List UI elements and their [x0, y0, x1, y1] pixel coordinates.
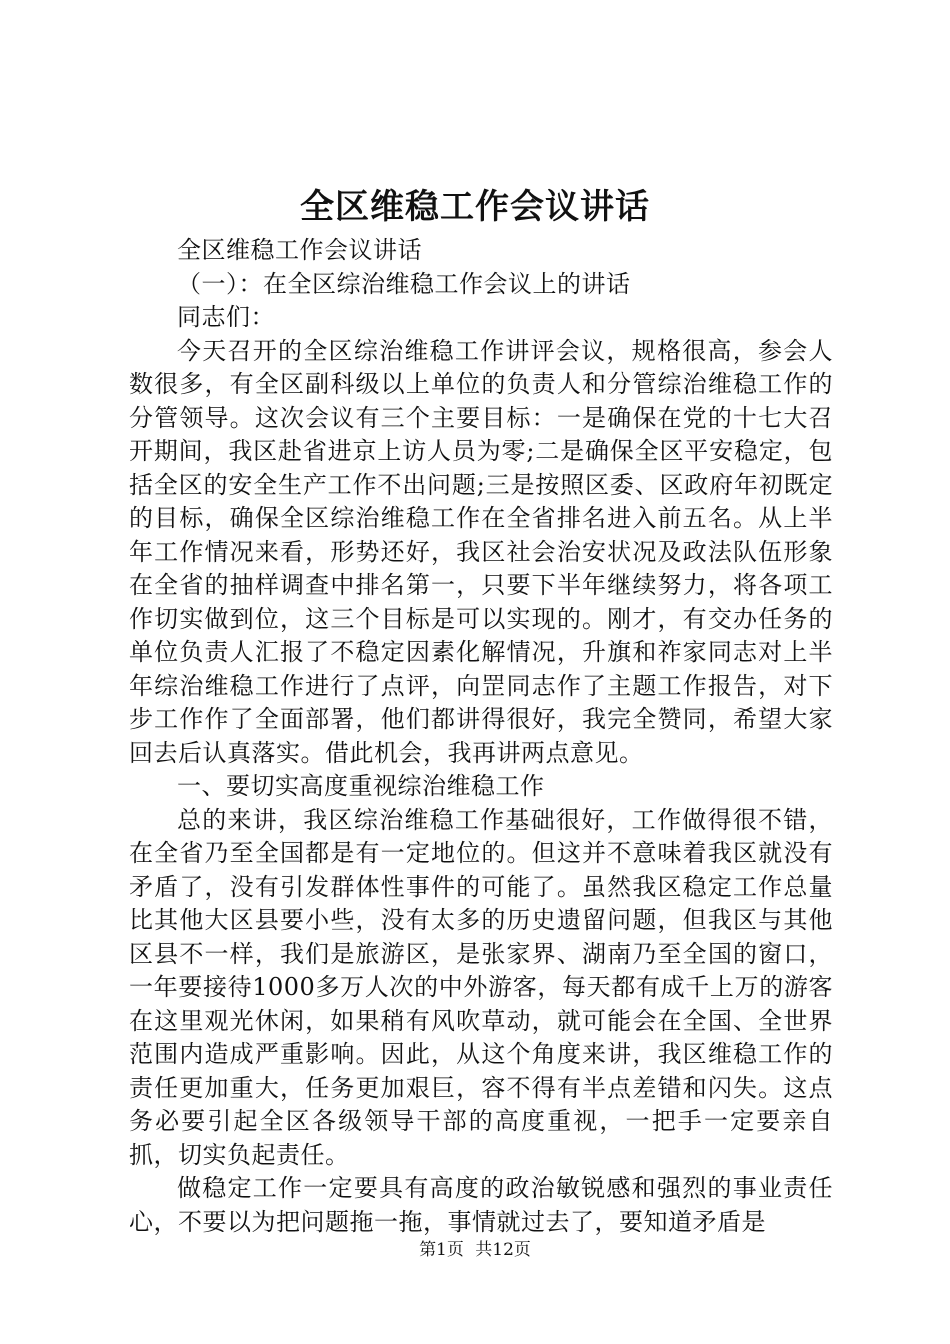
document-body [129, 234, 833, 1239]
salutation-paragraph: 同志们： [177, 303, 275, 331]
document-title: 全区维稳工作会议讲话 [300, 187, 650, 227]
section-heading-paragraph: （一）：在全区综治维稳工作会议上的讲话 [177, 269, 631, 298]
body-paragraph: 今天召开的全区综治维稳工作讲评会议，规格很高，参会人数很多，有全区副科级以上单位的负责人和分管综治维稳工作的分管领导。这次会议有三个主要目标：一是确保在党的十七大召开期间，我区赴省进京上访人员为零;二是确保全区平安稳定，包括全区的安全生产工作不出问题;三是按照区委、区政府年初既定的目标，确保全区综治维稳工作在全省排名进入前五名。从上半年工作情况来看，形势还好，我区社会治安状况及政法队伍形象在全省的抽样调查中排名第一，只要下半年继续努力，将各项工作切实做到位，这三个目标是可以实现的。刚才，有交办任务的单位负责人汇报了不稳定因素化解情况，升旗和祚家同志对上半年综治维稳工作进行了点评，向罡同志作了主题工作报告，对下步工作作了全面部署，他们都讲得很好，我完全赞同，希望大家回去后认真落实。借此机会，我再讲两点意见。 [129, 336, 833, 767]
subtitle-paragraph: 全区维稳工作会议讲话 [177, 236, 422, 264]
body-paragraph: 总的来讲，我区综治维稳工作基础很好，工作做得很不错，在全省乃至全国都是有一定地位的。但这并不意味着我区就没有矛盾了，没有引发群体性事件的可能了。虽然我区稳定工作总量比其他大区县要小些，没有太多的历史遗留问题，但我区与其他区县不一样，我们是旅游区，是张家界、湖南乃至全国的窗口，一年要接待1000多万人次的中外游客，每天都有成千上万的游客在这里观光休闲，如果稍有风吹草动，就可能会在全国、全世界范围内造成严重影响。因此，从这个角度来讲，我区维稳工作的责任更加重大，任务更加艰巨，容不得有半点差错和闪失。这点务必要引起全区各级领导干部的高度重视，一把手一定要亲自抓，切实负起责任。 [129, 805, 833, 1169]
section-heading-paragraph: 一、要切实高度重视综治维稳工作 [177, 772, 545, 800]
body-paragraph: 做稳定工作一定要具有高度的政治敏锐感和强烈的事业责任心，不要以为把问题拖一拖，事情就过去了，要知道矛盾是 [129, 1174, 833, 1236]
page-number: 第1页 [419, 1240, 464, 1260]
page-footer [0, 1238, 950, 1262]
page-total: 共12页 [475, 1240, 531, 1260]
